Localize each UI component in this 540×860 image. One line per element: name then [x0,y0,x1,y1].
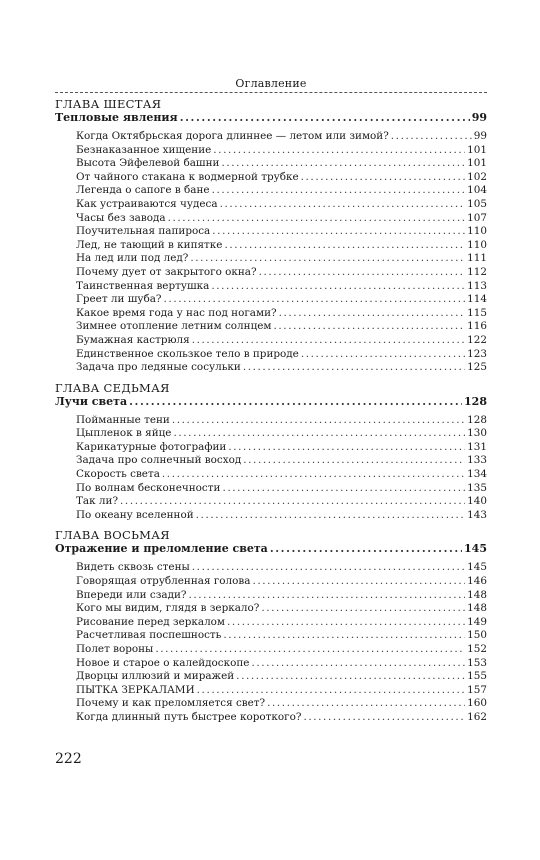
entry-page: 149 [467,615,487,628]
entry-title: Впереди или сзади? [76,588,187,601]
toc-entry [76,157,487,171]
entry-page: 125 [467,361,487,374]
entry-page: 110 [467,238,487,251]
toc-entry [76,684,487,698]
entry-page: 101 [467,143,487,156]
entry-title: От чайного стакана к водмерной трубке [76,170,299,183]
dot-leader [251,657,465,671]
entry-title: Дворцы иллюзий и миражей [76,670,235,683]
dot-leader [301,348,465,362]
dot-leader [222,482,465,496]
entry-page: 157 [467,683,487,696]
toc-entry [76,629,487,643]
dot-leader [120,495,465,509]
dot-leader [391,130,472,144]
toc-entry [76,144,487,158]
dot-leader [224,239,465,253]
dot-leader [274,320,466,334]
toc-entry [76,468,487,482]
entry-page: 153 [467,656,487,669]
toc-entry [76,561,487,575]
chapter-heading: ГЛАВА ВОСЬМАЯ [55,528,170,543]
dot-leader [236,670,465,684]
entry-title: Безнаказанное хищение [76,143,212,156]
entry-page: 99 [473,130,487,142]
dot-leader [270,542,462,556]
entry-page: 111 [467,252,487,265]
dot-leader [243,454,465,468]
toc-entry [76,643,487,657]
toc-entry [76,198,487,212]
chapter-1 [55,97,487,375]
entry-page: 160 [467,697,487,710]
entry-title: Какое время года у нас под ногами? [76,306,277,319]
dot-leader [197,684,466,698]
toc-entry [76,171,487,185]
entry-title: Так ли? [76,495,119,508]
entry-title: По волнам бесконечности [76,481,221,494]
section-row [55,542,487,556]
toc-entry [76,266,487,280]
chapter-3 [55,528,487,724]
entry-title: Кого мы видим, глядя в зеркало? [76,602,260,615]
toc-entry [76,334,487,348]
toc-entry [76,280,487,294]
dot-leader [301,171,466,185]
toc-entry [76,697,487,711]
entry-title: Бумажная кастрюля [76,333,190,346]
entry-page: 116 [467,320,487,333]
dot-leader [192,334,465,348]
entry-title: Говорящая отрубленная голова [76,575,251,588]
toc-entry [76,414,487,428]
toc-entry [76,602,487,616]
entry-page: 105 [467,197,487,210]
toc-entry [76,427,487,441]
toc-entry [76,575,487,589]
entry-title: На лед или под лед? [76,252,189,265]
entry-page: 146 [467,575,487,588]
dot-leader [220,198,466,212]
entry-list [76,130,487,375]
dot-leader [243,361,465,375]
dot-leader [303,711,465,725]
entry-title: Почему дует от закрытого окна? [76,265,257,278]
entry-page: 133 [467,454,487,467]
entry-title: Пойманные тени [76,413,170,426]
chapter-2 [55,381,487,523]
running-head: Оглавление [55,78,487,93]
toc-entry [76,212,487,226]
page-number: 222 [55,751,82,767]
entry-title: Когда длинный путь быстрее короткого? [76,710,302,723]
toc-entry [76,509,487,523]
dot-leader [188,589,465,603]
entry-title: Задача про солнечный восход [76,454,242,467]
entry-page: 130 [467,427,487,440]
entry-title: Поучительная папироса [76,225,211,238]
table-of-contents [55,97,487,725]
chapter-heading: ГЛАВА ШЕСТАЯ [55,97,162,111]
entry-list [76,561,487,724]
dot-leader [162,468,465,482]
entry-page: 115 [467,306,487,319]
dot-leader [227,616,465,630]
entry-list [76,414,487,523]
entry-page: 113 [467,279,487,292]
dot-leader [196,509,466,523]
entry-page: 148 [467,588,487,601]
entry-title: Цыпленок в яйце [76,427,172,440]
toc-page [55,78,487,725]
dot-leader [164,293,466,307]
toc-entry [76,711,487,725]
entry-title: Полет вороны [76,643,154,655]
entry-page: 112 [467,265,487,278]
entry-title: Скорость света [76,468,160,481]
section-page: 99 [471,111,487,124]
toc-entry [76,495,487,509]
dot-leader [180,111,470,125]
entry-page: 107 [467,211,487,224]
entry-page: 110 [467,225,487,238]
entry-page: 155 [467,670,487,683]
entry-title: Греет ли шуба? [76,293,162,306]
entry-page: 114 [467,293,487,306]
entry-page: 148 [467,602,487,615]
dot-leader [212,225,465,239]
toc-entry [76,320,487,334]
entry-title: Высота Эйфелевой башни [76,157,220,170]
entry-title: Единственное скользкое тело в природе [76,347,299,360]
entry-title: Таинственная вертушка [76,279,210,292]
entry-title: Видеть сквозь стены [76,561,190,574]
entry-title: Карикатурные фотографии [76,440,227,453]
toc-entry [76,307,487,321]
entry-title: Зимнее отопление летним солнцем [76,320,272,333]
entry-title: Расчетливая поспешность [76,629,222,642]
dot-leader [173,427,465,441]
entry-title: Почему и как преломляется свет? [76,697,266,710]
entry-title: ПЫТКА ЗЕРКАЛАМИ [76,683,195,696]
entry-page: 102 [467,170,487,183]
dot-leader [129,395,462,409]
entry-title: Новое и старое о калейдоскопе [76,656,250,669]
dot-leader [155,643,465,657]
entry-title: Часы без завода [76,211,166,224]
section-title: Отражение и преломление света [55,542,268,556]
toc-entry [76,130,487,144]
dot-leader [212,184,466,198]
dot-leader [172,414,465,428]
entry-page: 135 [467,481,487,494]
toc-entry [76,657,487,671]
dot-leader [213,144,465,158]
entry-title: Когда Октябрьская дорога длиннее — летом или зимой? [76,130,389,142]
entry-page: 140 [467,495,487,508]
entry-title: Лед, не тающий в кипятке [76,238,223,251]
entry-page: 134 [467,468,487,481]
dot-leader [228,441,465,455]
dot-leader [279,307,466,321]
toc-entry [76,184,487,198]
entry-page: 104 [467,184,487,197]
entry-title: Рисование перед зеркалом [76,615,226,628]
toc-entry [76,361,487,375]
toc-entry [76,441,487,455]
dot-leader [221,157,465,171]
entry-page: 122 [467,333,487,346]
section-page: 128 [464,394,487,408]
toc-entry [76,454,487,468]
toc-entry [76,589,487,603]
dot-leader [168,212,466,226]
entry-page: 101 [467,157,487,170]
entry-title: Легенда о сапоге в бане [76,184,210,197]
section-page: 145 [464,542,487,556]
entry-page: 123 [467,347,487,360]
dot-leader [190,252,465,266]
entry-page: 162 [467,710,487,723]
toc-entry [76,348,487,362]
toc-entry [76,239,487,253]
dot-leader [192,561,465,575]
entry-page: 131 [467,440,487,453]
toc-entry [76,482,487,496]
dot-leader [252,575,465,589]
entry-title: Как устраиваются чудеса [76,197,218,210]
entry-title: Задача про ледяные сосульки [76,361,241,374]
section-title: Тепловые явления [55,111,178,124]
toc-entry [76,670,487,684]
entry-page: 145 [467,561,487,574]
dot-leader [261,602,465,616]
entry-page: 152 [467,643,487,655]
section-title: Лучи света [55,394,128,408]
toc-entry [76,293,487,307]
entry-title: По океану вселенной [76,508,194,521]
entry-page: 150 [467,629,487,642]
entry-page: 143 [467,508,487,521]
toc-entry [76,225,487,239]
toc-entry [76,252,487,266]
entry-page: 128 [467,413,487,426]
section-row [55,111,487,125]
dot-leader [223,629,465,643]
dot-leader [211,280,465,294]
chapter-heading: ГЛАВА СЕДЬМАЯ [55,380,170,395]
section-row [55,395,487,409]
toc-entry [76,616,487,630]
dot-leader [267,697,465,711]
dot-leader [259,266,466,280]
